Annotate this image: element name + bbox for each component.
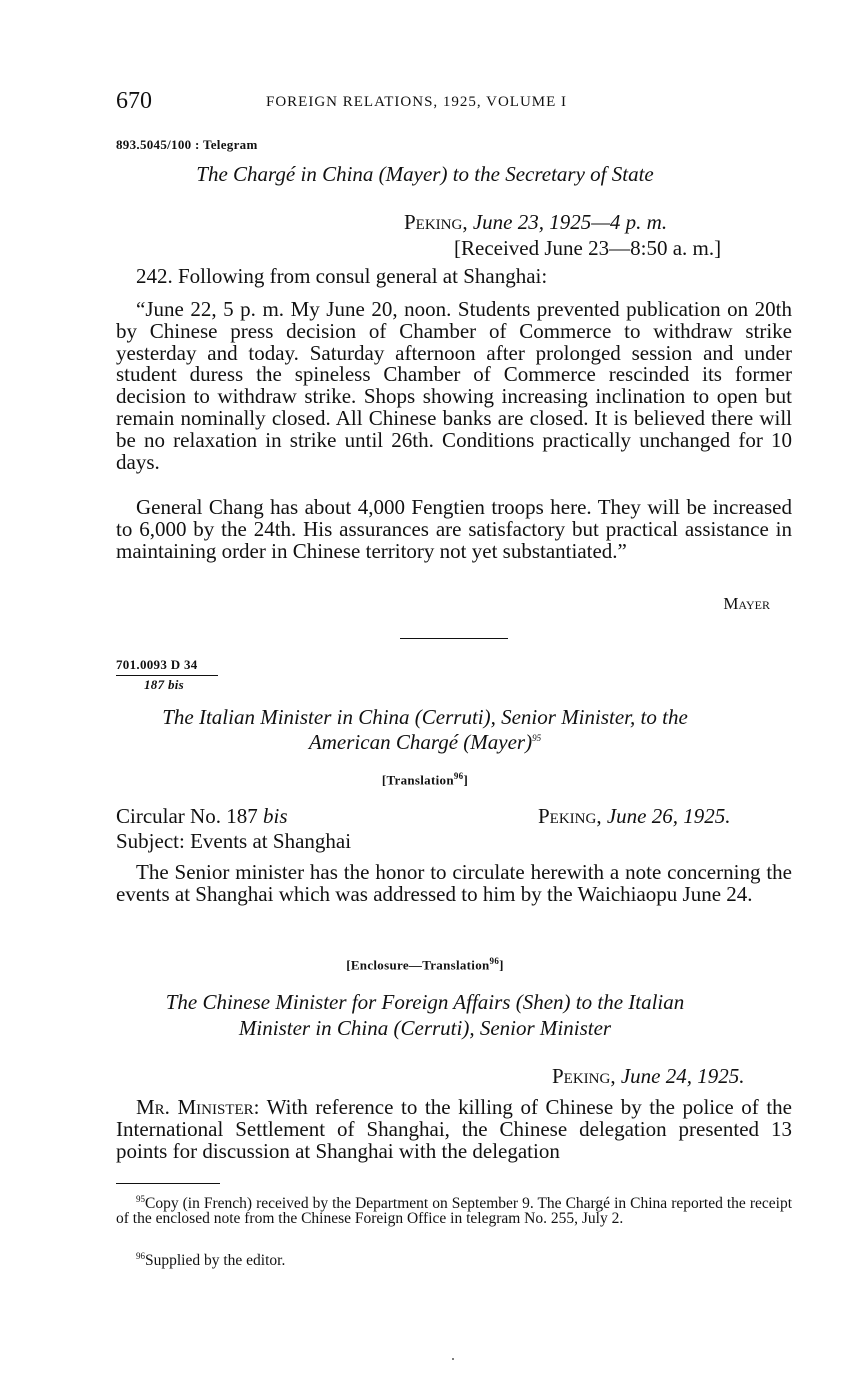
scan-speck — [452, 1358, 454, 1360]
footnote-95: $^{95}$Copy (in French) received by the Department on September 9. The Chargé in China reported the receipt of the enclosed note from the Chinese Foreign Office in telegram No. 255, July 2. — [116, 1194, 792, 1227]
file-reference: 893.5045/100 : Telegram — [116, 137, 258, 152]
dateline — [552, 1064, 745, 1089]
enclosure-title-line-2: Minister in China (Cerruti), Senior Minister — [238, 1016, 612, 1040]
subject-line: Subject: Events at Shanghai — [116, 829, 352, 853]
signature: Mayer — [723, 594, 770, 613]
footnote-marker: 96 — [489, 956, 500, 966]
dateline-place: Peking, — [552, 1064, 616, 1088]
footnote-marker: 95 — [532, 733, 542, 743]
dateline-date: June 23, 1925—4 p. m. — [472, 210, 668, 234]
telegram-paragraph-1: “June 22, 5 p. m. My June 20, noon. Students prevented publication on 20th by Chinese press decision of Chamber of Commerce to withdraw strike yesterday and today. Saturday afternoon after prolonged session and under student duress the spineless Chamber of Commerce rescinded its former decision to withdraw strike. Shops showing increasing inclination to open but remain nominally closed. All Chinese banks are closed. It is believed there will be no relaxation in strike until 26th. Conditions practically unchanged for 10 days. — [116, 297, 792, 474]
salutation: Mr. Minister: — [136, 1095, 260, 1119]
telegram-intro: 242. Following from consul general at Shanghai: — [136, 264, 548, 288]
telegram-paragraph-2: General Chang has about 4,000 Fengtien troops here. They will be increased to 6,000 by the 24th. His assurances are satisfactory but practical assistance in maintaining order in Chinese territory not yet substantiated.” — [116, 495, 792, 563]
dateline-date: June 24, 1925. — [620, 1064, 745, 1088]
translation-tag: [Translation$^{96}$] — [381, 771, 469, 788]
dateline — [404, 210, 667, 235]
document-title-line-1: The Italian Minister in China (Cerruti), Senior Minister, to the — [162, 705, 688, 729]
footnote-rule — [116, 1183, 220, 1184]
file-reference-sub: 187 bis — [144, 677, 185, 692]
enclosure-paragraph: Mr. Minister: With reference to the killing of Chinese by the police of the International Settlement of Shanghai, the Chinese delegation presented 13 points for discussion at Shanghai with the delegation — [116, 1095, 792, 1163]
page-number: 670 — [116, 88, 152, 114]
received-line: [Received June 23—8:50 a. m.] — [454, 236, 722, 260]
section-divider — [400, 638, 508, 639]
dateline — [538, 804, 731, 829]
dateline-place: Peking, — [538, 804, 602, 828]
footnote-marker: 95 — [136, 1194, 145, 1204]
circular-paragraph: The Senior minister has the honor to circulate herewith a note concerning the events at Shanghai which was addressed to him by the Waichiaopu June 24. — [116, 860, 792, 906]
document-title-line-2: American Chargé (Mayer)$^{95}$ — [308, 730, 542, 754]
dateline-date: June 26, 1925. — [606, 804, 731, 828]
file-reference: 701.0093 D 34 — [116, 657, 198, 672]
enclosure-tag: [Enclosure—Translation$^{96}$] — [346, 956, 504, 973]
file-reference-rule — [116, 675, 218, 676]
footnote-marker: 96 — [136, 1251, 145, 1261]
dateline-place: Peking, — [404, 210, 468, 234]
footnote-marker: 96 — [453, 771, 464, 781]
footnote-96: $^{96}$Supplied by the editor. — [136, 1251, 286, 1270]
running-title: FOREIGN RELATIONS, 1925, VOLUME I — [266, 94, 568, 110]
running-head — [116, 88, 568, 115]
enclosure-title-line-1: The Chinese Minister for Foreign Affairs (Shen) to the Italian — [165, 990, 685, 1014]
document-title: The Chargé in China (Mayer) to the Secretary of State — [196, 162, 654, 186]
circular-number: Circular No. 187 bis — [116, 804, 288, 828]
